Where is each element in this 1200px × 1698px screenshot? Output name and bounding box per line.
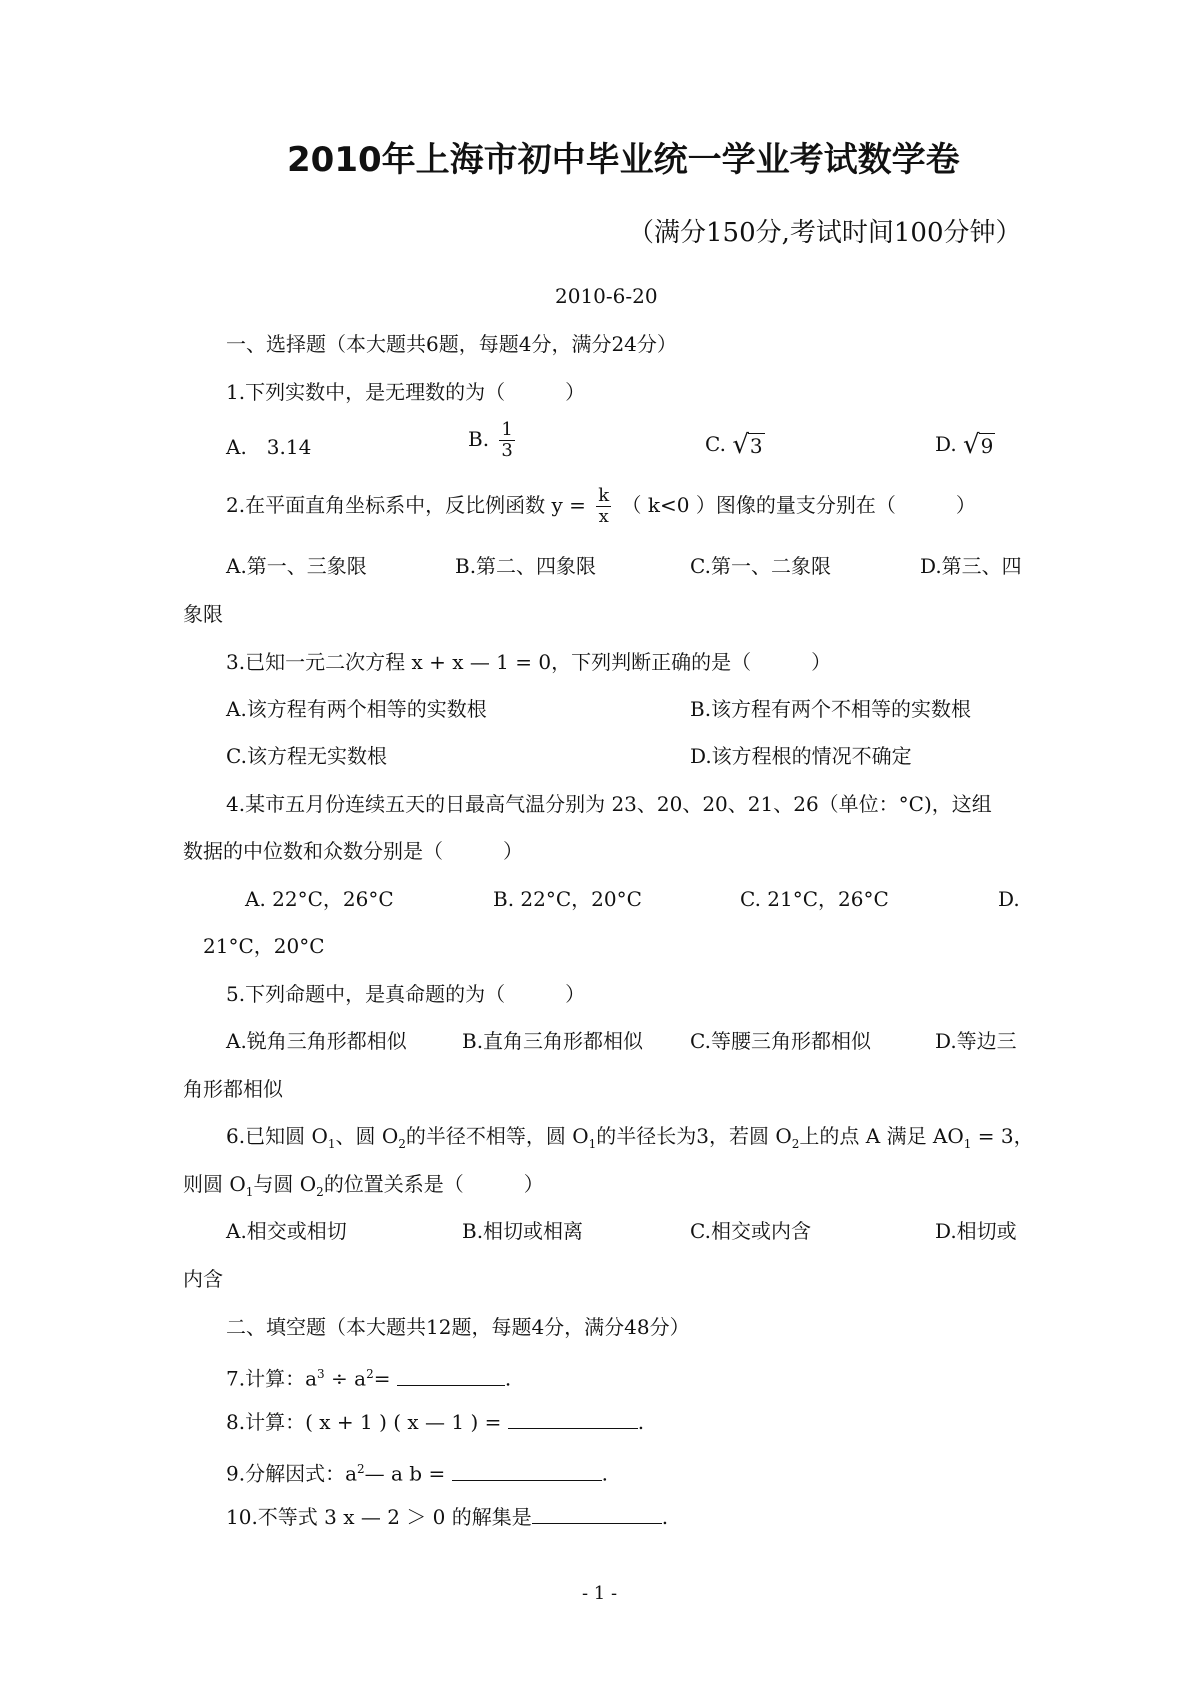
q10-answer-blank[interactable] xyxy=(532,1505,662,1524)
q6-text: 6.已知圆 O xyxy=(226,1124,328,1148)
q6-text: 的半径长为3，若圆 O xyxy=(596,1124,792,1148)
exam-date: 2010-6-20 xyxy=(555,284,658,308)
q10-text: 10.不等式 3 x — 2 ＞ 0 的解集是 xyxy=(226,1505,532,1529)
q1-option-d-label: D. xyxy=(935,432,957,456)
q9-superscript: 2 xyxy=(357,1462,365,1476)
page-title: 2010年上海市初中毕业统一学业考试数学卷 xyxy=(287,140,960,180)
q6-subscript: 2 xyxy=(791,1137,800,1151)
q2-fraction-numerator: k xyxy=(598,485,610,506)
q7-text: . xyxy=(504,1366,512,1391)
q2-option-a: A.第一、三象限 xyxy=(226,554,367,578)
q5-option-d: D.等边三 xyxy=(935,1029,1017,1053)
q4-option-d: D. xyxy=(998,887,1020,911)
q2-option-c: C.第一、二象限 xyxy=(690,554,831,578)
q9-answer-blank[interactable] xyxy=(452,1462,602,1481)
q6-subscript: 1 xyxy=(245,1185,254,1199)
q1-option-d-sqrt xyxy=(963,431,995,460)
q5-option-a: A.锐角三角形都相似 xyxy=(226,1029,407,1053)
q6-subscript: 1 xyxy=(963,1137,972,1151)
q6-stem-continued xyxy=(183,1170,544,1206)
q8 xyxy=(226,1408,644,1436)
q2-option-d-continued: 象限 xyxy=(183,602,223,626)
q6-option-b: B.相切或相离 xyxy=(462,1219,584,1243)
q2-fraction-denominator: x xyxy=(598,506,609,527)
q8-answer-blank[interactable] xyxy=(508,1410,638,1429)
q6-subscript: 2 xyxy=(398,1137,406,1151)
q1-option-c-radicand: 3 xyxy=(749,434,763,458)
section2-heading: 二、填空题（本大题共12题，每题4分，满分48分） xyxy=(226,1315,690,1339)
q7-text: 7.计算：a xyxy=(226,1366,318,1391)
q4-option-a: A. 22°C，26°C xyxy=(245,887,394,911)
q6-option-c: C.相交或内含 xyxy=(690,1219,811,1243)
q6-text: 与圆 O xyxy=(253,1172,317,1196)
q5-stem: 5.下列命题中，是真命题的为（ ） xyxy=(226,982,586,1006)
q1-stem: 1.下列实数中，是无理数的为（ ） xyxy=(226,380,586,404)
q7-answer-blank[interactable] xyxy=(397,1367,505,1386)
q4-stem-continued: 数据的中位数和众数分别是（ ） xyxy=(183,839,523,863)
q2-option-d: D.第三、四 xyxy=(920,554,1022,578)
q6-subscript: 1 xyxy=(588,1137,597,1151)
q1-option-d-radicand: 9 xyxy=(980,434,994,458)
q4-option-d-continued: 21°C，20°C xyxy=(203,934,325,958)
q9-text: . xyxy=(601,1461,608,1486)
q9-text: 9.分解因式：a xyxy=(226,1461,358,1486)
q6-text: 上的点 A 满足 AO xyxy=(799,1124,964,1148)
q1-option-c-sqrt xyxy=(732,431,764,460)
q10 xyxy=(226,1503,668,1531)
q6-stem xyxy=(226,1122,1034,1158)
radical-sign-icon: √ xyxy=(732,430,749,460)
q4-option-b: B. 22°C，20°C xyxy=(493,887,642,911)
page-subtitle: （满分150分,考试时间100分钟） xyxy=(628,218,1022,248)
q3-option-c: C.该方程无实数根 xyxy=(226,744,387,768)
q6-option-d-continued: 内含 xyxy=(183,1267,223,1291)
q7-superscript: 3 xyxy=(317,1367,325,1381)
q2-stem-suffix: （ k<0 ）图像的量支分别在（ ） xyxy=(621,493,976,517)
q7-text: = xyxy=(373,1366,397,1391)
q1-fraction-denominator: 3 xyxy=(501,440,513,461)
q3-option-b: B.该方程有两个不相等的实数根 xyxy=(690,697,972,721)
q3-stem: 3.已知一元二次方程 x + x — 1 = 0，下列判断正确的是（ ） xyxy=(226,650,832,674)
q3-option-d: D.该方程根的情况不确定 xyxy=(690,744,912,768)
q1-fraction xyxy=(499,420,514,461)
q1-option-c xyxy=(705,430,765,460)
q8-text: 8.计算：( x + 1 ) ( x — 1 ) = xyxy=(226,1410,508,1434)
q6-text: 、圆 O xyxy=(335,1124,399,1148)
q9-text: — a b = xyxy=(364,1461,452,1486)
q6-option-a: A.相交或相切 xyxy=(226,1219,347,1243)
q5-option-c: C.等腰三角形都相似 xyxy=(690,1029,871,1053)
q1-option-a: A. 3.14 xyxy=(226,435,312,459)
q3-option-a: A.该方程有两个相等的实数根 xyxy=(226,697,487,721)
q6-text: 的位置关系是（ ） xyxy=(323,1172,544,1196)
q7-text: ÷ a xyxy=(324,1366,367,1391)
q1-fraction-numerator: 1 xyxy=(501,419,513,440)
q6-text: 的半径不相等，圆 O xyxy=(405,1124,589,1148)
q5-option-d-continued: 角形都相似 xyxy=(183,1077,283,1101)
q2-stem-prefix: 2.在平面直角坐标系中，反比例函数 y = xyxy=(226,493,586,517)
radical-sign-icon: √ xyxy=(963,430,980,460)
q8-text: . xyxy=(637,1410,645,1434)
q6-text: 则圆 O xyxy=(183,1172,246,1196)
q6-text: = 3， xyxy=(971,1124,1034,1148)
q2-fraction xyxy=(596,486,611,527)
q4-option-c: C. 21°C，26°C xyxy=(740,887,889,911)
q7-superscript: 2 xyxy=(366,1367,374,1381)
q1-option-b-label: B. xyxy=(468,427,490,451)
section1-heading: 一、选择题（本大题共6题，每题4分，满分24分） xyxy=(226,332,677,356)
q7 xyxy=(226,1360,511,1393)
page-number: - 1 - xyxy=(582,1583,618,1604)
q1-option-c-label: C. xyxy=(705,432,726,456)
q2-stem xyxy=(226,486,976,527)
q1-option-d xyxy=(935,430,995,460)
q4-stem: 4.某市五月份连续五天的日最高气温分别为 23、20、20、21、26（单位：°C)，这组 xyxy=(226,792,992,816)
q10-text: . xyxy=(661,1505,669,1529)
q6-subscript: 1 xyxy=(327,1137,336,1151)
q2-option-b: B.第二、四象限 xyxy=(455,554,597,578)
q1-option-b xyxy=(468,420,519,461)
q6-subscript: 2 xyxy=(316,1185,324,1199)
q6-option-d: D.相切或 xyxy=(935,1219,1017,1243)
q5-option-b: B.直角三角形都相似 xyxy=(462,1029,644,1053)
q9 xyxy=(226,1455,608,1488)
